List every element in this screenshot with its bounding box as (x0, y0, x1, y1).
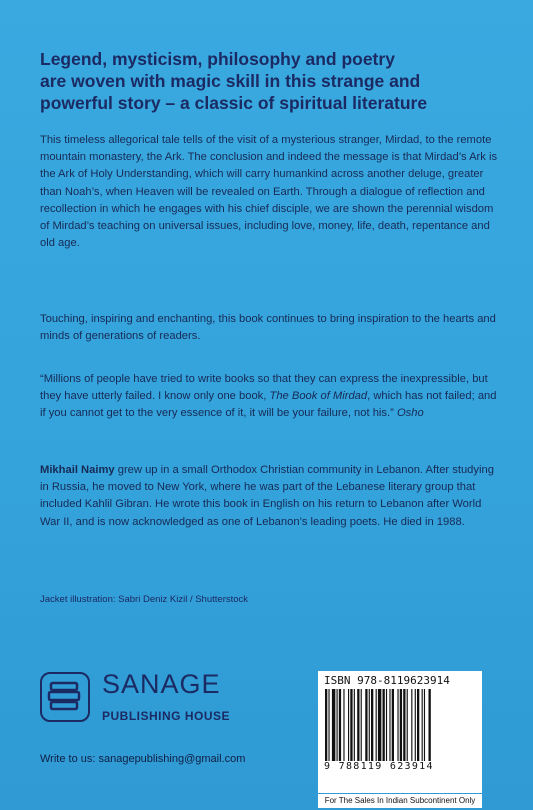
barcode-bar (354, 689, 355, 761)
osho-quote (40, 371, 502, 423)
quote-text-before: “Millions of people have tried to write books so that they can express the inexpressible, but they have utterly failed. I know only one book, (40, 373, 488, 403)
isbn-label: ISBN 978-8119623914 (324, 674, 450, 687)
author-bio (40, 462, 502, 531)
barcode-bar (415, 689, 416, 761)
barcode-bar (400, 689, 402, 761)
barcode-digits: 9 788119 623914 (324, 761, 434, 772)
barcode-bar (371, 689, 373, 761)
barcode-bar (378, 689, 381, 761)
barcode-bar (365, 689, 367, 761)
barcode-bar (422, 689, 423, 761)
stacked-books-icon (40, 672, 90, 722)
barcode-bar (357, 689, 359, 761)
barcode-bar (325, 689, 327, 761)
barcode-bar (337, 689, 338, 761)
cover-heading (40, 48, 510, 114)
author-name: Mikhail Naimy (40, 464, 115, 476)
heading-line-3: powerful story – a classic of spiritual literature (40, 93, 428, 113)
barcode-bars (324, 689, 476, 761)
barcode-bar (389, 689, 390, 761)
barcode-bar (411, 689, 412, 761)
barcode-bar (376, 689, 377, 761)
heading-line-2: are woven with magic skill in this strange and (40, 71, 421, 91)
barcode-bar (369, 689, 370, 761)
barcode-bar (417, 689, 419, 761)
barcode-bar (424, 689, 425, 761)
barcode-bar (386, 689, 387, 761)
isbn-barcode (318, 671, 482, 793)
publisher-logo (40, 669, 280, 732)
barcode-bar (397, 689, 398, 761)
sales-territory-note: For The Sales In Indian Subcontinent Only (318, 794, 482, 808)
quote-book-title: The Book of Mirdad (269, 390, 368, 403)
barcode-bar (383, 689, 385, 761)
jacket-credit: Jacket illustration: Sabri Deniz Kizil / Shutterstock (40, 594, 249, 605)
contact-line: Write to us: sanagepublishing@gmail.com (40, 753, 246, 765)
quote-attribution: Osho (396, 407, 424, 420)
praise-paragraph: Touching, inspiring and enchanting, this book continues to bring inspiration to the hearts and minds of generations of readers. (40, 313, 496, 343)
barcode-bar (348, 689, 349, 761)
barcode-bar (332, 689, 335, 761)
barcode-bar (328, 689, 329, 761)
barcode-bar (361, 689, 362, 761)
barcode-bar (429, 689, 431, 761)
publisher-name: SANAGE (102, 669, 221, 699)
barcode-bar (407, 689, 408, 761)
barcode-bar (392, 689, 394, 761)
publisher-subtitle: PUBLISHING HOUSE (102, 709, 231, 723)
quote-text-after: , which has not failed; and if you cannot get to the very essence of it, it will be your failure, not his.” (40, 390, 497, 420)
barcode-bar (339, 689, 341, 761)
barcode-bar (403, 689, 405, 761)
heading-line-1: Legend, mysticism, philosophy and poetry (40, 49, 395, 69)
author-bio-text: grew up in a small Orthodox Christian community in Lebanon. After studying in Russia, he moved to New York, where he was part of the Lebanese literary group that included Kahlil Gibran. He wrote this book in English on his return to Lebanon after World War II, and is now acknowledged as one of Lebanon’s leading poets. He died in 1988. (40, 464, 494, 528)
synopsis-paragraph: This timeless allegorical tale tells of the visit of a mysterious stranger, Mirdad, to the remote mountain monastery, the Ark. The conclusion and indeed the message is that Mirdad’s Ark is the Ark of Holy Understanding, which will carry humankind across another deluge, greater than Noah’s, when Heaven will be revealed on Earth. Through a dialogue of reflection and recollection in which he engages with his chief disciple, we are shown the perennial wisdom of Mirdad’s teaching on universal issues, including love, money, life, death, repentance and old age. (40, 134, 498, 250)
barcode-bar (343, 689, 344, 761)
barcode-bar (350, 689, 352, 761)
